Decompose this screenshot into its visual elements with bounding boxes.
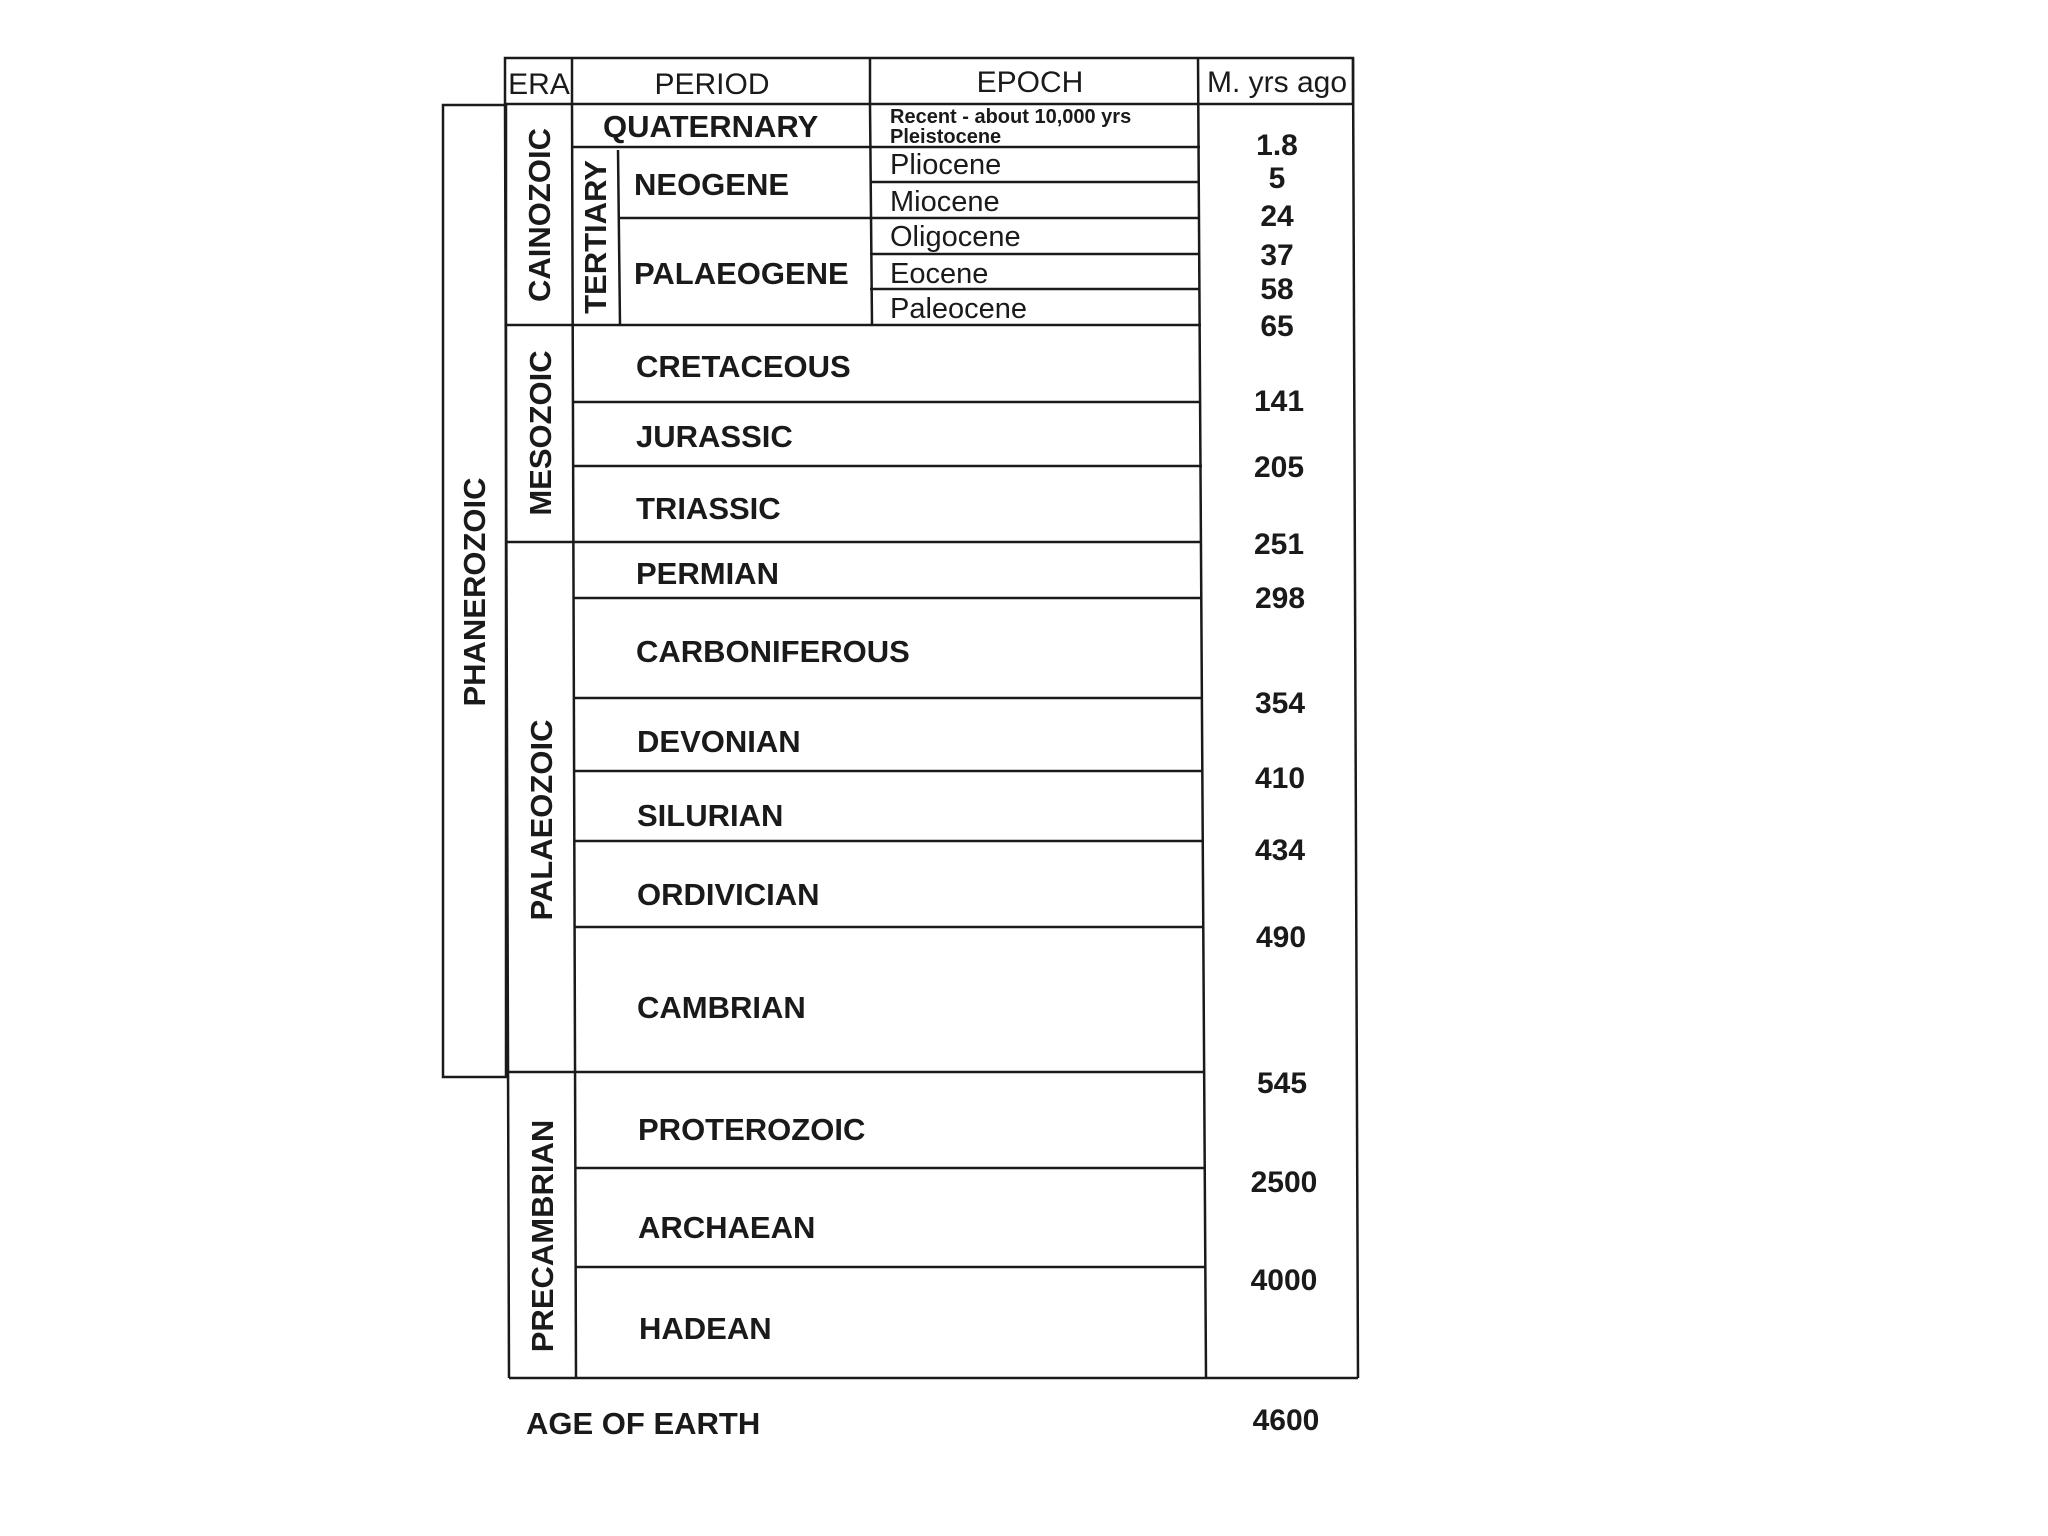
age-24: 24 bbox=[1260, 200, 1294, 233]
period-hadean: HADEAN bbox=[639, 1311, 772, 1346]
period-permian: PERMIAN bbox=[636, 556, 779, 591]
age-354: 354 bbox=[1254, 687, 1306, 720]
period-triassic: TRIASSIC bbox=[636, 491, 781, 526]
age-37: 37 bbox=[1260, 239, 1294, 272]
age-490: 490 bbox=[1255, 921, 1307, 954]
age-298: 298 bbox=[1254, 582, 1306, 615]
era-divider bbox=[572, 104, 576, 1378]
age-205: 205 bbox=[1253, 451, 1305, 484]
era-cainozoic: CAINOZOIC bbox=[522, 128, 557, 302]
period-proterozoic: PROTEROZOIC bbox=[638, 1112, 866, 1147]
period-ordivician: ORDIVICIAN bbox=[637, 877, 820, 912]
age-141: 141 bbox=[1253, 385, 1305, 418]
header-epoch: EPOCH bbox=[976, 66, 1084, 99]
period-palaeogene: PALAEOGENE bbox=[634, 256, 849, 291]
table-right-border bbox=[1353, 58, 1358, 1378]
eon-phanerozoic: PHANEROZOIC bbox=[457, 477, 492, 707]
epoch-recent: Recent - about 10,000 yrs bbox=[890, 106, 1132, 128]
age-58: 58 bbox=[1260, 273, 1294, 306]
period-neogene: NEOGENE bbox=[634, 167, 790, 202]
epoch-eocene: Eocene bbox=[890, 258, 989, 290]
tertiary-divider bbox=[618, 150, 620, 325]
period-silurian: SILURIAN bbox=[637, 798, 784, 833]
era-palaeozoic: PALAEOZOIC bbox=[524, 719, 559, 921]
era-precambrian: PRECAMBRIAN bbox=[525, 1119, 560, 1353]
age-divider bbox=[1198, 58, 1206, 1378]
epoch-oligocene: Oligocene bbox=[890, 221, 1021, 253]
period-cretaceous: CRETACEOUS bbox=[636, 349, 851, 384]
period-archaean: ARCHAEAN bbox=[638, 1210, 816, 1245]
header-era: ERA bbox=[508, 68, 570, 101]
footer-value: 4600 bbox=[1252, 1404, 1320, 1437]
epoch-pliocene: Pliocene bbox=[890, 149, 1002, 181]
period-carboniferous: CARBONIFEROUS bbox=[636, 634, 910, 669]
period-jurassic: JURASSIC bbox=[636, 419, 793, 454]
epoch-divider bbox=[870, 104, 872, 325]
age-5: 5 bbox=[1268, 162, 1286, 195]
period-cambrian: CAMBRIAN bbox=[637, 990, 806, 1025]
epoch-paleocene: Paleocene bbox=[890, 293, 1028, 325]
epoch-pleistocene: Pleistocene bbox=[890, 126, 1002, 148]
age-65: 65 bbox=[1260, 310, 1294, 343]
subera-tertiary: TERTIARY bbox=[578, 160, 613, 314]
header-period: PERIOD bbox=[654, 68, 770, 101]
footer-label: AGE OF EARTH bbox=[526, 1406, 761, 1441]
epoch-miocene: Miocene bbox=[890, 186, 1000, 218]
age-410: 410 bbox=[1254, 762, 1306, 795]
era-mesozoic: MESOZOIC bbox=[523, 350, 558, 516]
age-4000: 4000 bbox=[1250, 1264, 1318, 1297]
age-2500: 2500 bbox=[1250, 1166, 1318, 1199]
header-age: M. yrs ago bbox=[1206, 66, 1348, 99]
age-251: 251 bbox=[1253, 528, 1305, 561]
period-quaternary: QUATERNARY bbox=[603, 109, 819, 144]
age-1-8: 1.8 bbox=[1256, 129, 1298, 162]
period-devonian: DEVONIAN bbox=[637, 724, 801, 759]
age-545: 545 bbox=[1256, 1067, 1308, 1100]
age-434: 434 bbox=[1254, 834, 1306, 867]
